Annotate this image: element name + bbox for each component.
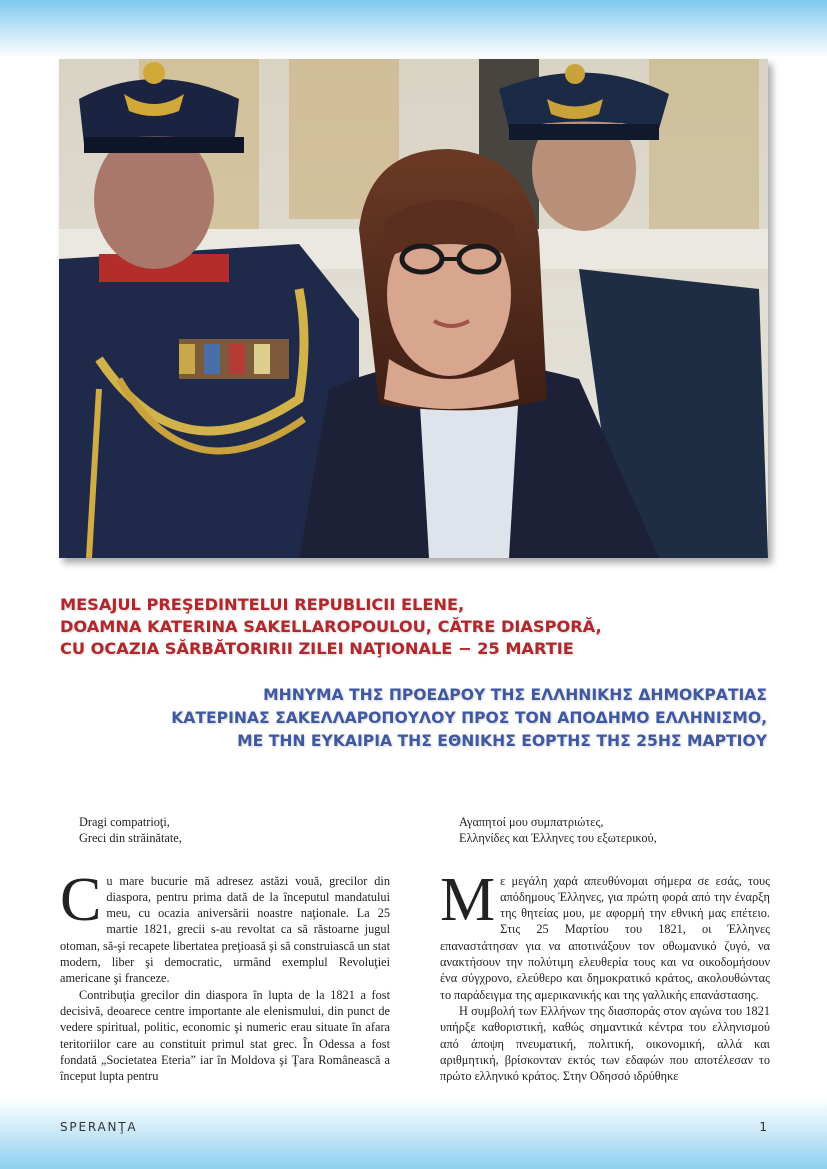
photo-illustration bbox=[59, 59, 768, 558]
gr-drop-cap: Μ bbox=[440, 865, 496, 934]
romanian-column bbox=[60, 814, 390, 1084]
headline-ro-line-1: MESAJUL PREŞEDINTELUI REPUBLICII ELENE, bbox=[60, 595, 465, 614]
headline-ro-line-3: CU OCAZIA SĂRBĂTORIRII ZILEI NAŢIONALE − 25 MARTIE bbox=[60, 639, 574, 658]
greek-column bbox=[440, 814, 770, 1084]
gr-greeting bbox=[440, 814, 770, 847]
ro-greeting bbox=[60, 814, 390, 847]
gr-greeting-line-1: Αγαπητοί μου συμπατριώτες, bbox=[459, 815, 604, 829]
ro-greeting-line-1: Dragi compatrioţi, bbox=[79, 815, 170, 829]
headline-gr-line-3: ΜΕ ΤΗΝ ΕΥΚΑΙΡΙΑ ΤΗΣ ΕΘΝΙΚΗΣ ΕΟΡΤΗΣ ΤΗΣ 25ΗΣ ΜΑΡΤΙΟΥ bbox=[237, 732, 767, 750]
headline-gr-line-2: ΚΑΤΕΡΙΝΑΣ ΣΑΚΕΛΛΑΡΟΠΟΥΛΟΥ ΠΡΟΣ ΤΟΝ ΑΠΟΔΗΜΟ ΕΛΛΗΝΙΣΜΟ, bbox=[171, 709, 767, 727]
ro-paragraph-1-text: u mare bucurie mă adresez astăzi vouă, grecilor din diaspora, pentru prima dată de la începutul mandatului meu, cu ocazia aniversării noastre naţionale. La 25 martie 1821, grecii s-au revoltat ca să răstoarne jugul otoman, să-şi recapete libertatea preţioasă şi să construiască un stat modern, liber şi democratic, urmând exemplul Revoluţiei americane şi franceze. bbox=[60, 873, 390, 986]
ro-paragraph-1 bbox=[60, 865, 390, 987]
ro-greeting-line-2: Greci din străinătate, bbox=[79, 831, 182, 846]
footer-brand: SPERANŢA bbox=[60, 1120, 138, 1134]
cover-photo bbox=[59, 59, 768, 558]
headline-ro-line-2: DOAMNA KATERINA SAKELLAROPOULOU, CĂTRE DIASPORĂ, bbox=[60, 617, 602, 636]
headline-romanian bbox=[60, 594, 760, 660]
top-gradient-band bbox=[0, 0, 827, 58]
gr-paragraph-1-text: ε μεγάλη χαρά απευθύνομαι σήμερα σε εσάς, τους απόδημους Έλληνες, για πρώτη φορά από την έναρξη της θητείας μου, με αφορμή την εθνική μας επέτειο. Στις 25 Μαρτίου του 1821, οι Έλληνες επαναστάτησαν για να αποτινάξουν τον οθωμανικό ζυγό, να ανακτήσουν την πολύτιμη ελευθερία τους και να οικοδομήσουν ένα σύγχρονο, ελεύθερο και δημοκρατικό κράτος, ακολουθώντας το παράδειγμα της αμερικανικής και της γαλλικής επανάστασης. bbox=[440, 873, 770, 1002]
gr-greeting-line-2: Ελληνίδες και Έλληνες του εξωτερικού, bbox=[459, 831, 657, 846]
ro-paragraph-2: Contribuţia grecilor din diaspora în lupta de la 1821 a fost decisivă, deoarece centre importante ale elenismului, din punct de vedere spiritual, politic, economic şi numeric erau situate în afara teritoriilor care au constituit primul stat grec. În Odessa a fost fondată „Societatea Eteria” iar în Moldova şi Ţara Românească a început lupta pentru bbox=[60, 987, 390, 1084]
gr-paragraph-1 bbox=[440, 865, 770, 1003]
page-number: 1 bbox=[759, 1120, 767, 1134]
headline-gr-line-1: ΜΗΝΥΜΑ ΤΗΣ ΠΡΟΕΔΡΟΥ ΤΗΣ ΕΛΛΗΝΙΚΗΣ ΔΗΜΟΚΡΑΤΙΑΣ bbox=[263, 686, 767, 704]
headline-greek bbox=[67, 684, 767, 753]
ro-drop-cap: C bbox=[60, 865, 102, 934]
gr-paragraph-2: Η συμβολή των Ελλήνων της διασποράς στον αγώνα του 1821 υπήρξε καθοριστική, καθώς σημαντικά κέντρα του ελληνισμού από άποψη πνευματική, πολιτική, οικονομική, αλλά και αριθμητική, βρίσκονταν εκτός των εδαφών που αποτέλεσαν το πρώτο ελληνικό κράτος. Στην Οδησσό ιδρύθηκε bbox=[440, 1003, 770, 1084]
